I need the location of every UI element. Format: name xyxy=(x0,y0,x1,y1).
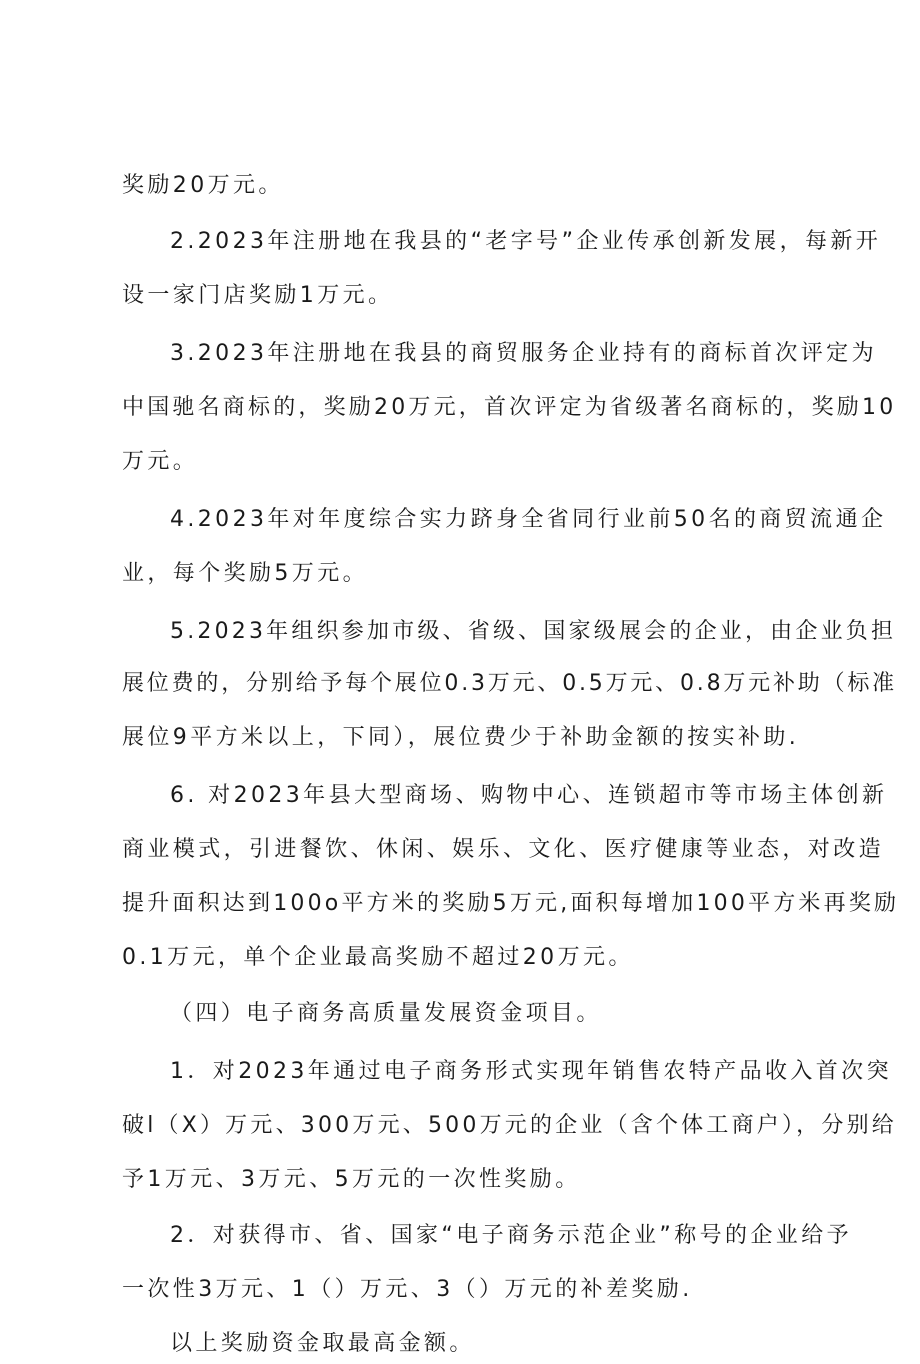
text-line: 展位费的，分别给予每个展位0.3万元、0.5万元、0.8万元补助（标准 xyxy=(122,671,897,696)
text-line: 奖励20万元。 xyxy=(122,173,284,198)
text-line: 一次性3万元、1（）万元、3（）万元的补差奖励. xyxy=(122,1277,693,1302)
text-line: 业，每个奖励5万元。 xyxy=(122,561,368,586)
text-line: 1．对2023年通过电子商务形式实现年销售农特产品收入首次突 xyxy=(170,1059,892,1084)
text-line: 予1万元、3万元、5万元的一次性奖励。 xyxy=(122,1167,581,1192)
text-line: 2．对获得市、省、国家“电子商务示范企业”称号的企业给予 xyxy=(170,1223,852,1248)
text-line: 5.2023年组织参加市级、省级、国家级展会的企业，由企业负担 xyxy=(170,619,897,644)
text-line: 展位9平方米以上，下同），展位费少于补助金额的按实补助. xyxy=(122,725,800,750)
text-line: 中国驰名商标的，奖励20万元，首次评定为省级著名商标的，奖励10 xyxy=(122,395,897,420)
text-line: 0.1万元，单个企业最高奖励不超过20万元。 xyxy=(122,945,634,970)
text-line: 提升面积达到100o平方米的奖励5万元,面积每增加100平方米再奖励 xyxy=(122,891,900,916)
text-line: 万元。 xyxy=(122,449,199,474)
section-heading: （四）电子商务高质量发展资金项目。 xyxy=(170,1001,602,1026)
text-line: 3.2023年注册地在我县的商贸服务企业持有的商标首次评定为 xyxy=(170,341,877,366)
text-line: 6. 对2023年县大型商场、购物中心、连锁超市等市场主体创新 xyxy=(170,783,888,808)
text-line: 设一家门店奖励1万元。 xyxy=(122,283,394,308)
text-line: 商业模式，引进餐饮、休闲、娱乐、文化、医疗健康等业态，对改造 xyxy=(122,837,885,862)
text-line: 破l（X）万元、300万元、500万元的企业（含个体工商户），分别给 xyxy=(122,1113,897,1138)
text-line: 以上奖励资金取最高金额。 xyxy=(170,1331,475,1356)
text-line: 4.2023年对年度综合实力跻身全省同行业前50名的商贸流通企 xyxy=(170,507,887,532)
text-line: 2.2023年注册地在我县的“老字号”企业传承创新发展，每新开 xyxy=(170,229,882,254)
